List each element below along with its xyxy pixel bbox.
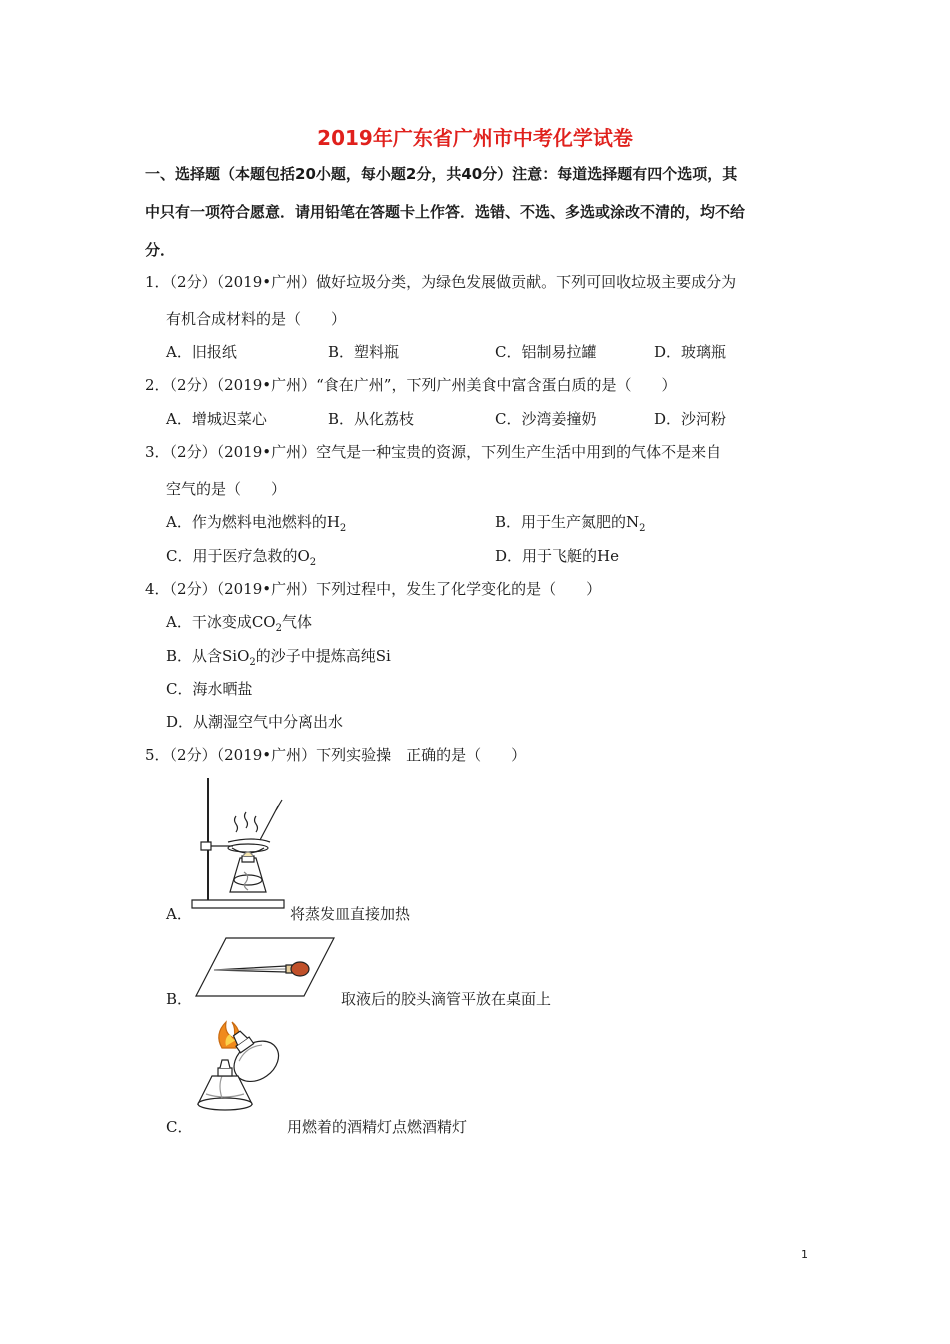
question-3-stem: 3．（2分）（2019•广州）空气是一种宝贵的资源，下列生产生活中用到的气体不是来自	[145, 443, 722, 461]
question-5-option-b-letter: B．	[166, 990, 193, 1008]
question-1-option-b: B．塑料瓶	[328, 343, 400, 361]
question-1-stem-cont: 有机合成材料的是（ ）	[166, 310, 347, 328]
question-3-option-d: D．用于飞艇的He	[495, 547, 619, 565]
section-instruction-line-1: 一、选择题（本题包括20小题，每小题2分，共40分）注意：每道选择题有四个选项，其	[145, 165, 738, 183]
question-2-option-d: D．沙河粉	[654, 410, 727, 428]
question-1-option-c: C．铝制易拉罐	[495, 343, 597, 361]
section-instruction-line-2: 中只有一项符合愿意．请用铅笔在答题卡上作答．选错、不选、多选或涂改不清的，均不给	[145, 203, 746, 221]
question-2-option-a: A．增城迟菜心	[166, 410, 267, 428]
question-5-option-a-text: 将蒸发皿直接加热	[290, 905, 411, 923]
question-1-stem: 1．（2分）（2019•广州）做好垃圾分类，为绿色发展做贡献。下列可回收垃圾主要成分为	[145, 273, 737, 291]
question-1-option-a: A．旧报纸	[166, 343, 237, 361]
spirit-lamp-lighting-illustration	[192, 1018, 288, 1116]
question-3-option-a: A．作为燃料电池燃料的$H_2$	[166, 513, 347, 534]
question-4-option-a: A．干冰变成$CO_2$气体	[166, 613, 312, 634]
question-3-stem-cont: 空气的是（ ）	[166, 480, 287, 498]
question-2-option-b: B．从化荔枝	[328, 410, 415, 428]
subscript: 2	[639, 523, 646, 534]
subscript: 2	[249, 657, 256, 668]
evaporating-dish-heating-illustration	[188, 776, 288, 914]
question-4-option-b: B．从含SiO$_2$的沙子中提炼高纯Si	[166, 647, 391, 668]
subscript: 2	[275, 623, 282, 634]
question-2-stem: 2．（2分）（2019•广州）“食在广州”，下列广州美食中富含蛋白质的是（ ）	[145, 376, 677, 394]
question-4-option-c: C．海水晒盐	[166, 680, 253, 698]
question-5-option-a-letter: A．	[166, 905, 192, 923]
question-4-option-d: D．从潮湿空气中分离出水	[166, 713, 344, 731]
question-5-option-c-text: 用燃着的酒精灯点燃酒精灯	[287, 1118, 468, 1136]
page-title: 2019年广东省广州市中考化学试卷	[317, 126, 633, 150]
question-3-option-b: B．用于生产氮肥的$N_2$	[495, 513, 646, 534]
question-2-option-c: C．沙湾姜撞奶	[495, 410, 597, 428]
question-4-stem: 4．（2分）（2019•广州）下列过程中，发生了化学变化的是（ ）	[145, 580, 602, 598]
question-5-option-c-letter: C．	[166, 1118, 193, 1136]
subscript: 2	[339, 523, 347, 534]
section-instruction-line-3: 分．	[145, 241, 176, 259]
question-5-stem: 5．（2分）（2019•广州）下列实验操 正确的是（ ）	[145, 746, 527, 764]
page-number: 1	[801, 1248, 808, 1261]
question-1-option-d: D．玻璃瓶	[654, 343, 727, 361]
question-3-option-c: C．用于医疗急救的$O_2$	[166, 547, 317, 568]
question-5-option-b-text: 取液后的胶头滴管平放在桌面上	[341, 990, 552, 1008]
dropper-on-table-illustration	[194, 936, 336, 998]
subscript: 2	[309, 557, 317, 568]
